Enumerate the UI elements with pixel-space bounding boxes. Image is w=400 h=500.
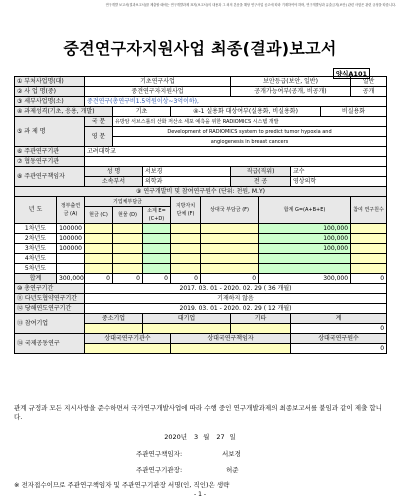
- budget-header-kind: 현물 (D): [113, 207, 143, 224]
- sub-program-value: 중견연구(총연구비1.5억원이상~3억이하),: [85, 97, 387, 107]
- total-amount: [259, 264, 351, 274]
- head-sign-line: [136, 465, 286, 474]
- year-label: 5차년도: [15, 264, 57, 274]
- budget-row: [15, 224, 387, 234]
- disclosure-label: 공개가능여부(공개, 비공개): [231, 87, 351, 97]
- budget-header-staff: 참여 연구원수: [351, 197, 387, 224]
- sub-program-label: ③ 세부사업명(소): [15, 97, 85, 107]
- participation-other: 기타: [231, 314, 291, 324]
- date-day: 27: [216, 433, 225, 441]
- date-day-unit: 일: [229, 433, 236, 441]
- budget-header-local: 지방자치 단체 (F): [171, 197, 201, 224]
- task-eng-label: 영 문: [85, 127, 113, 147]
- year-label: 4차년도: [15, 254, 57, 264]
- date-year: 2020년: [164, 433, 188, 441]
- budget-row: [15, 254, 387, 264]
- security-value: 일반: [351, 77, 387, 87]
- total-period-label: ⑩ 총연구기간: [15, 284, 85, 294]
- sum-subtotal: 0: [143, 274, 171, 284]
- sum-label: 합계: [15, 274, 57, 284]
- page-title: 중견연구자지원사업 최종(결과)보고서: [63, 39, 337, 58]
- target-value: 비실용화: [321, 107, 387, 117]
- name-label: 성 명: [85, 167, 143, 177]
- task-eng-value-1: Development of RADIOMICS system to predict tumor hypoxia and: [113, 127, 387, 137]
- statement-text: 관계 규정과 모든 지시사항을 준수하면서 국가연구개발사업에 따라 수행 중인 연구개발과제의 최종보고서를 붙임과 같이 제출 합니다.: [14, 404, 382, 421]
- coop-value: [85, 157, 387, 167]
- sum-kind: 0: [113, 274, 143, 284]
- page-number: - 1 -: [194, 491, 206, 498]
- gov-amount: [57, 264, 85, 274]
- year-label: 1차년도: [15, 224, 57, 234]
- gov-amount: 100000: [57, 234, 85, 244]
- total-period-value: 2017. 03. 01 - 2020. 02. 29 ( 36 개월): [85, 284, 387, 294]
- program-label: ② 사 업 명(중): [15, 87, 85, 97]
- target-label: ④-1 실용화 대상여부(실용화, 비실용화): [171, 107, 321, 117]
- international-staff: 상대국연구원수: [291, 334, 387, 344]
- task-label: ⑤ 과 제 명: [15, 117, 85, 147]
- task-kor-label: 국 문: [85, 117, 113, 127]
- budget-header-total: 합계 G=(A+B+E): [259, 197, 351, 224]
- date-line: [14, 432, 386, 441]
- task-eng-value-2: angiogenesis in breast cancers: [113, 137, 387, 147]
- sum-staff: 0: [351, 274, 387, 284]
- multi-year-label: ⑪ 다년도협약연구기간: [15, 294, 85, 304]
- international-staff-value: 0: [291, 344, 387, 354]
- year-label: 3차년도: [15, 244, 57, 254]
- participation-sum-value: 0: [291, 324, 387, 334]
- pi-sign-label: 주관연구책임자:: [136, 450, 183, 458]
- international-orgs: 상대국연구기관수: [85, 334, 171, 344]
- pi-label: ⑧ 주관연구책임자: [15, 167, 85, 187]
- year-period-label: ⑫ 당해연도연구기간: [15, 304, 85, 314]
- total-amount: 100,000: [259, 224, 351, 234]
- head-sign-value: 허준: [226, 466, 239, 474]
- budget-header-private: 기업체부담금: [85, 197, 171, 207]
- pi-sign-value: 서보경: [222, 450, 241, 458]
- position-label: 직급(직위): [231, 167, 291, 177]
- participation-label: ⑬ 참여기업: [15, 314, 85, 334]
- name-value: 서보경: [143, 167, 231, 177]
- form-number: 양식A101: [333, 68, 370, 79]
- date-month-unit: 월: [203, 433, 210, 441]
- budget-row: [15, 234, 387, 244]
- budget-header-gov: 정부출연금 (A): [57, 197, 85, 224]
- sum-local: 0: [171, 274, 201, 284]
- ministry-value: 기초연구사업: [85, 77, 231, 87]
- total-amount: 100,000: [259, 234, 351, 244]
- date-month: 3: [194, 433, 199, 441]
- budget-header-other: 상대국 부담금 (F): [201, 197, 259, 224]
- disclosure-value: 공개: [351, 87, 387, 97]
- budget-section-label: ⑨ 연구개발비 및 참여연구원수 (단위: 천원, M.Y): [15, 187, 387, 197]
- multi-year-value: 기재하지 않음: [85, 294, 387, 304]
- gov-amount: 100000: [57, 224, 85, 234]
- report-form-table: [14, 76, 387, 354]
- international-pi: 상대국연구책임자: [171, 334, 291, 344]
- gov-amount: [57, 254, 85, 264]
- participation-sme: 중소기업: [85, 314, 143, 324]
- budget-header-subtotal: 소계 E=(C+D): [143, 207, 171, 224]
- footnote: ※ 전자접수이므로 주관연구책임자 및 주관연구기관장 서명(인, 직인)은 생략: [14, 481, 230, 489]
- org-value: 고려대학교: [85, 147, 387, 157]
- budget-sum-row: [15, 274, 387, 284]
- major-label: 전 공: [231, 177, 291, 187]
- international-label: ⑭ 국제공동연구: [15, 334, 85, 354]
- head-sign-label: 주관연구기관장:: [136, 466, 183, 474]
- position-value: 교수: [291, 167, 387, 177]
- participation-sum: 계: [291, 314, 387, 324]
- budget-header-year: 년 도: [15, 197, 57, 224]
- year-period-value: 2019. 03. 01 - 2020. 02. 29 ( 12 개월): [85, 304, 387, 314]
- total-amount: 100,000: [259, 244, 351, 254]
- major-value: 영상의학: [291, 177, 387, 187]
- sum-other: 0: [201, 274, 259, 284]
- sum-cash: 0: [85, 274, 113, 284]
- nature-value: 기초: [113, 107, 171, 117]
- notice-text: 연구개발 보고서(결과보고서)를 제출할 때에는 연구개발과제 표지(보고서)의 내용과 그 외의 본문을 해당 연구사업 공고에 따라 기재하여야 하며, 연구개발성과 유출금지(보안) 관련 사항은 관련 규정을 따릅니다.: [105, 3, 396, 7]
- ministry-label: ① 부처사업명(대): [15, 77, 85, 87]
- sum-gov: 300,000: [57, 274, 85, 284]
- year-label: 2차년도: [15, 234, 57, 244]
- nature-label: ④ 과제성격(기초, 응용, 개발): [15, 107, 113, 117]
- sum-total: 300,000: [259, 274, 351, 284]
- pi-sign-line: [136, 449, 286, 458]
- org-label: ⑥ 주관연구기관: [15, 147, 85, 157]
- participation-large: 대기업: [143, 314, 231, 324]
- gov-amount: 100000: [57, 244, 85, 254]
- budget-header-cash: 현금 (C): [85, 207, 113, 224]
- budget-row: [15, 244, 387, 254]
- program-value: 중견연구자지원사업: [85, 87, 231, 97]
- security-label: 보안등급(보안, 일반): [231, 77, 351, 87]
- total-amount: [259, 254, 351, 264]
- task-kor-value: 유방암 서브스톨의 산화 저산소 세포 예측을 위한 RADIOMICS 시스템 개발: [113, 117, 387, 127]
- dept-label: 소속부서: [85, 177, 143, 187]
- coop-label: ⑦ 협동연구기관: [15, 157, 85, 167]
- budget-row: [15, 264, 387, 274]
- dept-value: 의학과: [143, 177, 231, 187]
